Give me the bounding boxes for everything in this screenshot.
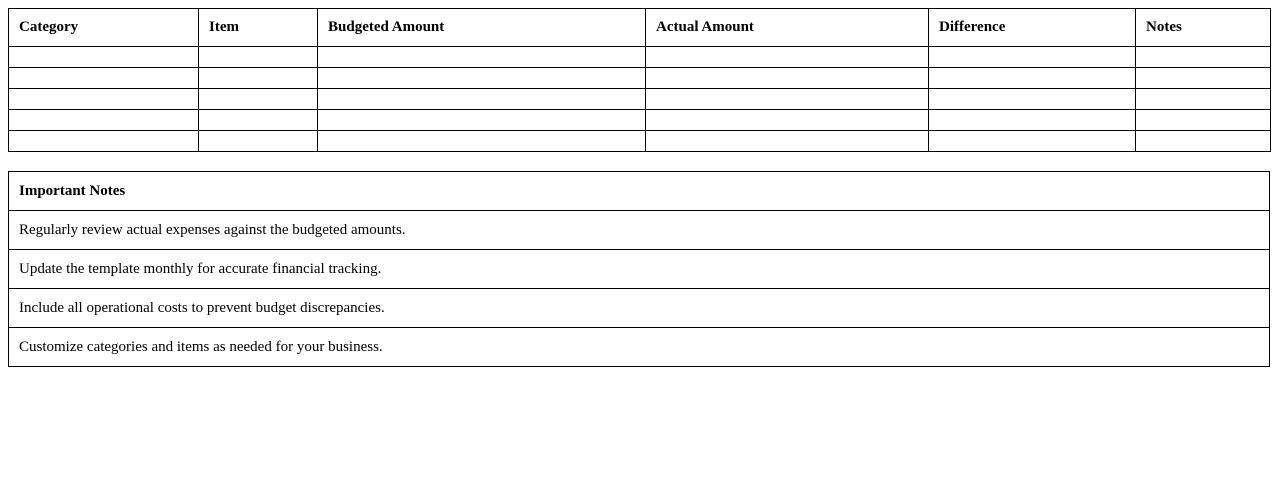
list-item (9, 211, 1270, 250)
header-budgeted-amount: Budgeted Amount (318, 9, 646, 47)
cell-budgeted-amount[interactable] (318, 131, 646, 152)
note-text: Customize categories and items as needed for your business. (9, 328, 1270, 367)
cell-budgeted-amount[interactable] (318, 89, 646, 110)
table-row (9, 131, 1271, 152)
cell-difference[interactable] (929, 110, 1136, 131)
table-row (9, 68, 1271, 89)
list-item (9, 289, 1270, 328)
list-item (9, 250, 1270, 289)
cell-category[interactable] (9, 68, 199, 89)
cell-budgeted-amount[interactable] (318, 68, 646, 89)
cell-category[interactable] (9, 47, 199, 68)
cell-notes[interactable] (1136, 110, 1271, 131)
cell-category[interactable] (9, 131, 199, 152)
note-text: Regularly review actual expenses against the budgeted amounts. (9, 211, 1270, 250)
table-row (9, 89, 1271, 110)
cell-difference[interactable] (929, 68, 1136, 89)
cell-actual-amount[interactable] (646, 47, 929, 68)
cell-budgeted-amount[interactable] (318, 110, 646, 131)
note-text: Include all operational costs to prevent budget discrepancies. (9, 289, 1270, 328)
header-notes: Notes (1136, 9, 1271, 47)
cell-item[interactable] (199, 47, 318, 68)
note-text: Update the template monthly for accurate financial tracking. (9, 250, 1270, 289)
cell-item[interactable] (199, 131, 318, 152)
cell-notes[interactable] (1136, 131, 1271, 152)
cell-actual-amount[interactable] (646, 110, 929, 131)
cell-actual-amount[interactable] (646, 131, 929, 152)
important-notes-header-row (9, 172, 1270, 211)
header-item: Item (199, 9, 318, 47)
table-row (9, 110, 1271, 131)
cell-actual-amount[interactable] (646, 89, 929, 110)
list-item (9, 328, 1270, 367)
cell-difference[interactable] (929, 131, 1136, 152)
cell-category[interactable] (9, 110, 199, 131)
cell-item[interactable] (199, 68, 318, 89)
cell-category[interactable] (9, 89, 199, 110)
cell-notes[interactable] (1136, 47, 1271, 68)
cell-item[interactable] (199, 110, 318, 131)
cell-notes[interactable] (1136, 89, 1271, 110)
table-row (9, 47, 1271, 68)
important-notes-table (8, 171, 1270, 367)
cell-item[interactable] (199, 89, 318, 110)
cell-notes[interactable] (1136, 68, 1271, 89)
cell-actual-amount[interactable] (646, 68, 929, 89)
cell-budgeted-amount[interactable] (318, 47, 646, 68)
cell-difference[interactable] (929, 89, 1136, 110)
header-category: Category (9, 9, 199, 47)
cell-difference[interactable] (929, 47, 1136, 68)
important-notes-title: Important Notes (9, 172, 1270, 211)
header-actual-amount: Actual Amount (646, 9, 929, 47)
budget-table-header-row (9, 9, 1271, 47)
budget-table (8, 8, 1271, 152)
header-difference: Difference (929, 9, 1136, 47)
